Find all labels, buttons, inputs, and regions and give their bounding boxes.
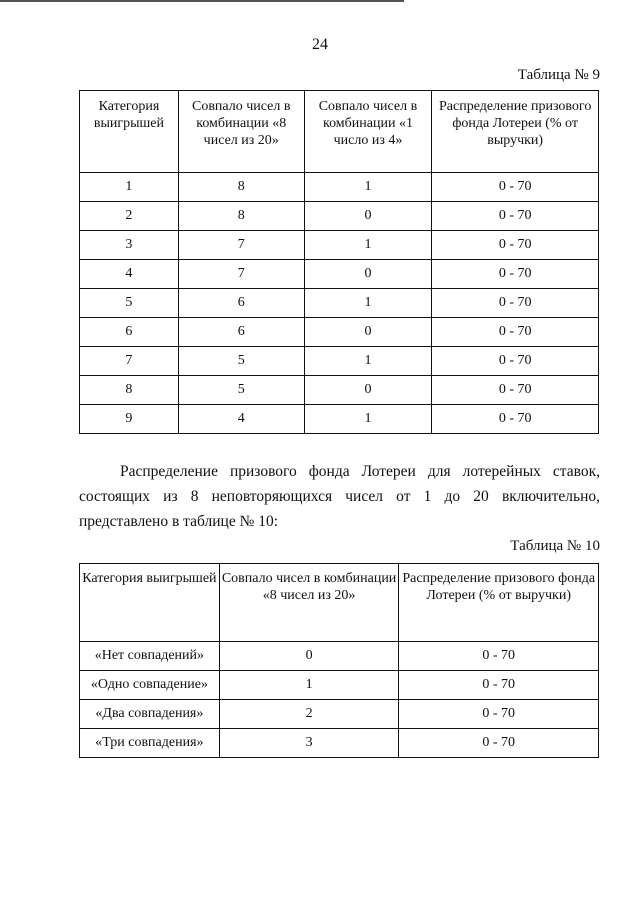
header-matched-8-of-20: Совпало чисел в комбинации «8 чисел из 20» xyxy=(178,91,304,173)
table-cell: 0 xyxy=(304,202,432,231)
table-cell: 0 - 70 xyxy=(399,700,599,729)
table-9-caption: Таблица № 9 xyxy=(517,67,600,83)
table-row xyxy=(80,289,599,318)
table-cell: 0 xyxy=(304,318,432,347)
table-cell: 0 - 70 xyxy=(432,289,599,318)
paragraph-line-1: Распределение призового фонда Лотереи для лотерейных ставок, xyxy=(120,463,600,480)
table-row xyxy=(80,671,599,700)
body-paragraph xyxy=(79,459,600,534)
table-9 xyxy=(79,90,599,434)
table-cell: 0 - 70 xyxy=(432,318,599,347)
header-matched-1-of-4: Совпало чисел в комбинации «1 число из 4» xyxy=(304,91,432,173)
table-cell: 1 xyxy=(304,173,432,202)
table-cell: 0 - 70 xyxy=(432,405,599,434)
table-cell: 8 xyxy=(178,202,304,231)
table-cell: 6 xyxy=(178,318,304,347)
table-row xyxy=(80,318,599,347)
table-cell: 1 xyxy=(304,289,432,318)
table-cell: 7 xyxy=(80,347,179,376)
table-cell: «Три совпадения» xyxy=(80,729,220,758)
header-prize-distribution: Распределение призового фонда Лотереи (% от выручки) xyxy=(399,564,599,642)
header-category: Категория выигрышей xyxy=(80,91,179,173)
table-cell: 0 - 70 xyxy=(399,729,599,758)
table-10 xyxy=(79,563,599,758)
top-border-line xyxy=(0,0,404,2)
table-row xyxy=(80,260,599,289)
table-cell: 0 - 70 xyxy=(399,671,599,700)
table-cell: 0 xyxy=(304,376,432,405)
header-category: Категория выигрышей xyxy=(80,564,220,642)
table-10-caption: Таблица № 10 xyxy=(510,538,600,554)
header-prize-distribution: Распределение призового фонда Лотереи (% от выручки) xyxy=(432,91,599,173)
table-cell: 5 xyxy=(80,289,179,318)
table-cell: 0 - 70 xyxy=(432,347,599,376)
table-cell: «Нет совпадений» xyxy=(80,642,220,671)
table-row xyxy=(80,405,599,434)
table-cell: 4 xyxy=(80,260,179,289)
table-row xyxy=(80,700,599,729)
table-cell: 5 xyxy=(178,376,304,405)
header-matched-8-of-20: Совпало чисел в комбинации «8 чисел из 20» xyxy=(219,564,399,642)
table-row xyxy=(80,231,599,260)
table-cell: 3 xyxy=(80,231,179,260)
table-cell: 1 xyxy=(219,671,399,700)
table-header-row xyxy=(80,91,599,173)
page-number: 24 xyxy=(312,36,328,53)
table-cell: 6 xyxy=(178,289,304,318)
table-row xyxy=(80,642,599,671)
table-row xyxy=(80,202,599,231)
table-row xyxy=(80,173,599,202)
table-cell: 1 xyxy=(304,231,432,260)
table-cell: 5 xyxy=(178,347,304,376)
table-cell: 0 - 70 xyxy=(432,202,599,231)
table-cell: 7 xyxy=(178,231,304,260)
table-cell: 2 xyxy=(80,202,179,231)
table-cell: 0 - 70 xyxy=(432,260,599,289)
table-cell: 1 xyxy=(304,405,432,434)
table-cell: 3 xyxy=(219,729,399,758)
table-row xyxy=(80,347,599,376)
table-cell: 0 xyxy=(219,642,399,671)
table-header-row xyxy=(80,564,599,642)
table-cell: 4 xyxy=(178,405,304,434)
table-cell: 6 xyxy=(80,318,179,347)
paragraph-rest: состоящих из 8 неповторяющихся чисел от 1 до 20 включительно, представлено в таблице № 10: xyxy=(79,488,600,530)
table-row xyxy=(80,376,599,405)
table-cell: «Два совпадения» xyxy=(80,700,220,729)
table-cell: 1 xyxy=(80,173,179,202)
table-cell: 0 - 70 xyxy=(432,173,599,202)
table-cell: 0 - 70 xyxy=(432,231,599,260)
table-cell: 8 xyxy=(80,376,179,405)
table-cell: «Одно совпадение» xyxy=(80,671,220,700)
table-cell: 0 - 70 xyxy=(399,642,599,671)
table-cell: 7 xyxy=(178,260,304,289)
table-row xyxy=(80,729,599,758)
table-cell: 2 xyxy=(219,700,399,729)
table-cell: 1 xyxy=(304,347,432,376)
table-cell: 9 xyxy=(80,405,179,434)
table-cell: 0 xyxy=(304,260,432,289)
table-cell: 8 xyxy=(178,173,304,202)
table-cell: 0 - 70 xyxy=(432,376,599,405)
